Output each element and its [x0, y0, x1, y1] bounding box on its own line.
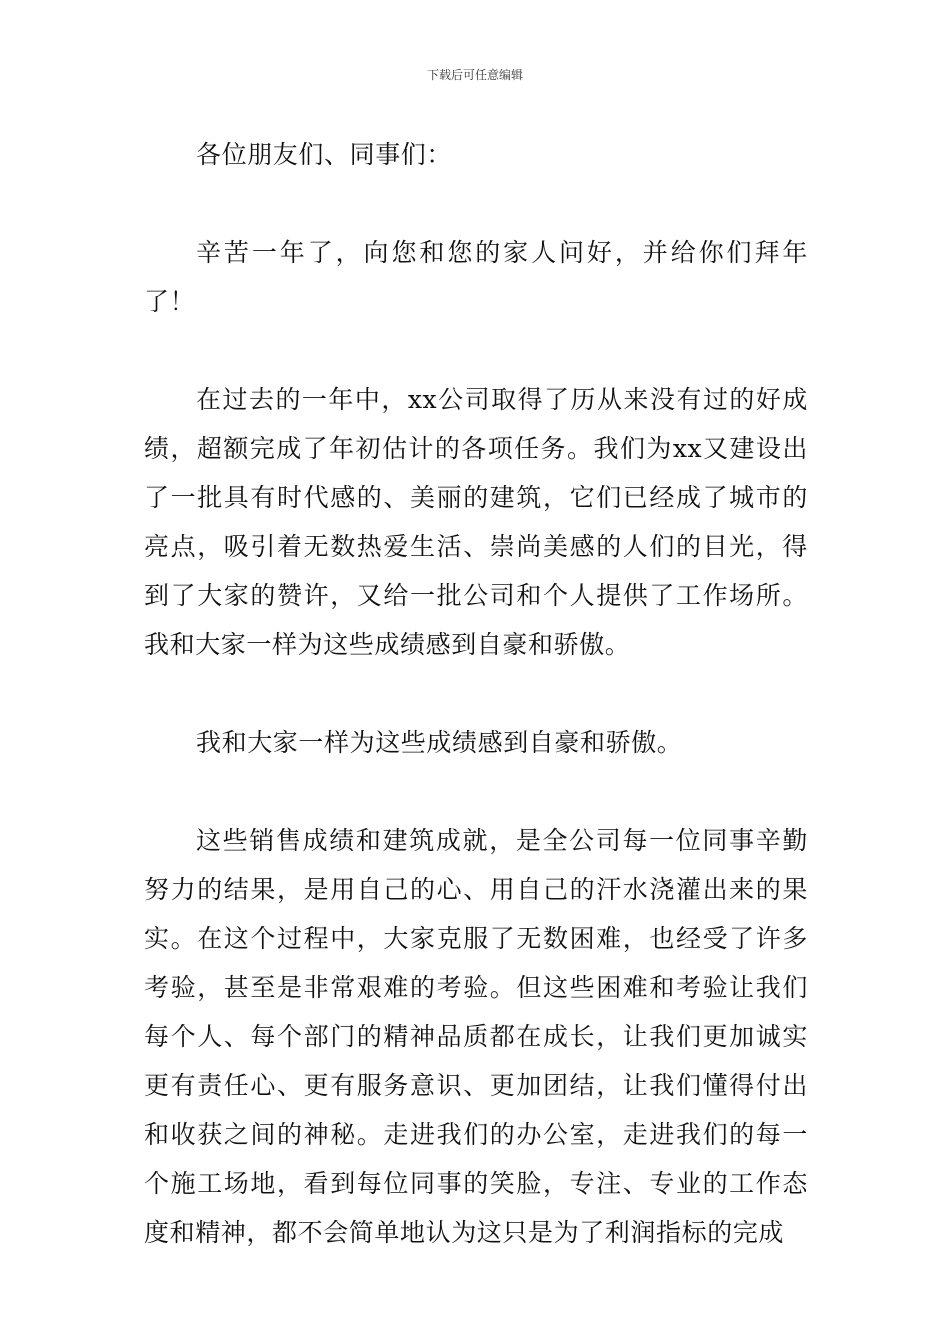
- paragraph-new-year-wishes: 辛苦一年了，向您和您的家人问好，并给你们拜年了！: [144, 238, 808, 316]
- paragraph-pride: 我和大家一样为这些成绩感到自豪和骄傲。: [196, 728, 683, 757]
- paragraph-achievements: 在过去的一年中，xx公司取得了历从来没有过的好成绩，超额完成了年初估计的各项任务。我们为xx又建设出了一批具有时代感的、美丽的建筑，它们已经成了城市的亮点，吸引着无数热爱生活、崇尚美感的人们的目光，得到了大家的赞许，又给一批公司和个人提供了工作场所。我和大家一样为这些成绩感到自豪和骄傲。: [144, 385, 808, 659]
- paragraph-team-effort: 这些销售成绩和建筑成就，是全公司每一位同事辛勤努力的结果，是用自己的心、用自己的汗水浇灌出来的果实。在这个过程中，大家克服了无数困难，也经受了许多考验，甚至是非常艰难的考验。但这些困难和考验让我们每个人、每个部门的精神品质都在成长，让我们更加诚实更有责任心、更有服务意识、更加团结，让我们懂得付出和收获之间的神秘。走进我们的办公室，走进我们的每一个施工场地，看到每位同事的笑脸，专注、专业的工作态度和精神，都不会简单地认为这只是为了利润指标的完成: [144, 826, 808, 1247]
- page-header-note: 下载后可任意编辑: [426, 68, 523, 82]
- paragraph-greeting: 各位朋友们、同事们：: [196, 140, 453, 169]
- document-body: [144, 130, 808, 1257]
